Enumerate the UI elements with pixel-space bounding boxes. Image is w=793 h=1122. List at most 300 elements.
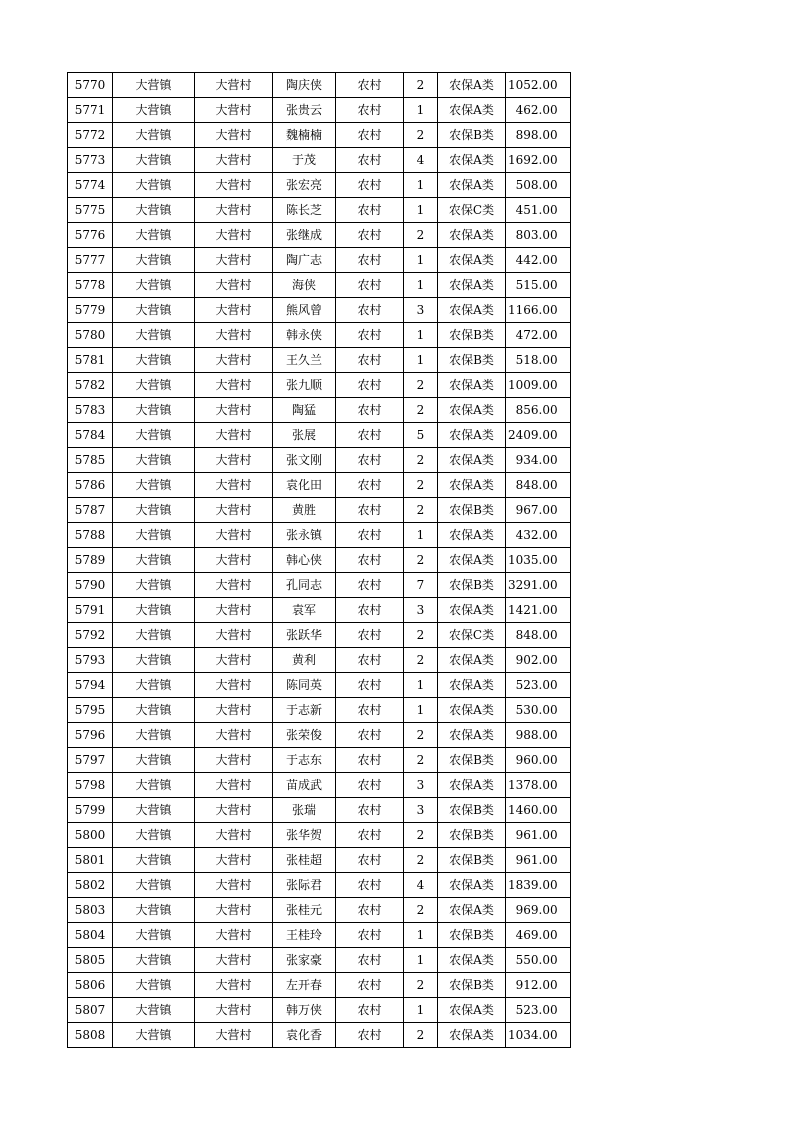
cell-row-id: 5803	[68, 898, 113, 923]
cell-amount: 961.00	[506, 823, 571, 848]
cell-insurance-class: 农保B类	[438, 323, 506, 348]
table-row	[68, 548, 571, 573]
cell-town: 大营镇	[113, 623, 195, 648]
cell-village: 大营村	[195, 873, 273, 898]
cell-row-id: 5788	[68, 523, 113, 548]
cell-insurance-class: 农保B类	[438, 348, 506, 373]
cell-row-id: 5800	[68, 823, 113, 848]
cell-household-count: 1	[404, 323, 438, 348]
cell-town: 大营镇	[113, 73, 195, 98]
cell-town: 大营镇	[113, 848, 195, 873]
cell-row-id: 5792	[68, 623, 113, 648]
table-row	[68, 898, 571, 923]
cell-town: 大营镇	[113, 948, 195, 973]
cell-amount: 530.00	[506, 698, 571, 723]
cell-area-type: 农村	[336, 498, 404, 523]
cell-area-type: 农村	[336, 723, 404, 748]
cell-amount: 515.00	[506, 273, 571, 298]
cell-town: 大营镇	[113, 223, 195, 248]
cell-town: 大营镇	[113, 523, 195, 548]
table-row	[68, 648, 571, 673]
table-row	[68, 448, 571, 473]
cell-name: 苗成武	[273, 773, 336, 798]
cell-area-type: 农村	[336, 598, 404, 623]
cell-insurance-class: 农保A类	[438, 273, 506, 298]
cell-village: 大营村	[195, 848, 273, 873]
cell-town: 大营镇	[113, 173, 195, 198]
cell-insurance-class: 农保A类	[438, 248, 506, 273]
cell-name: 袁军	[273, 598, 336, 623]
cell-insurance-class: 农保B类	[438, 848, 506, 873]
cell-household-count: 2	[404, 448, 438, 473]
cell-town: 大营镇	[113, 823, 195, 848]
cell-insurance-class: 农保A类	[438, 98, 506, 123]
cell-area-type: 农村	[336, 398, 404, 423]
table-row	[68, 948, 571, 973]
cell-row-id: 5806	[68, 973, 113, 998]
cell-village: 大营村	[195, 923, 273, 948]
cell-row-id: 5783	[68, 398, 113, 423]
cell-area-type: 农村	[336, 973, 404, 998]
cell-insurance-class: 农保A类	[438, 648, 506, 673]
cell-amount: 1421.00	[506, 598, 571, 623]
cell-row-id: 5794	[68, 673, 113, 698]
cell-amount: 462.00	[506, 98, 571, 123]
cell-row-id: 5797	[68, 748, 113, 773]
cell-town: 大营镇	[113, 973, 195, 998]
cell-household-count: 2	[404, 223, 438, 248]
cell-household-count: 1	[404, 998, 438, 1023]
cell-insurance-class: 农保A类	[438, 148, 506, 173]
cell-amount: 902.00	[506, 648, 571, 673]
cell-amount: 1034.00	[506, 1023, 571, 1048]
cell-household-count: 2	[404, 748, 438, 773]
cell-insurance-class: 农保A类	[438, 948, 506, 973]
cell-area-type: 农村	[336, 148, 404, 173]
cell-row-id: 5782	[68, 373, 113, 398]
cell-town: 大营镇	[113, 1023, 195, 1048]
cell-insurance-class: 农保A类	[438, 373, 506, 398]
cell-row-id: 5777	[68, 248, 113, 273]
cell-row-id: 5790	[68, 573, 113, 598]
cell-town: 大营镇	[113, 448, 195, 473]
cell-row-id: 5778	[68, 273, 113, 298]
cell-village: 大营村	[195, 173, 273, 198]
cell-area-type: 农村	[336, 1023, 404, 1048]
cell-name: 张宏亮	[273, 173, 336, 198]
cell-amount: 848.00	[506, 623, 571, 648]
cell-area-type: 农村	[336, 623, 404, 648]
cell-village: 大营村	[195, 148, 273, 173]
cell-town: 大营镇	[113, 923, 195, 948]
cell-insurance-class: 农保C类	[438, 623, 506, 648]
cell-area-type: 农村	[336, 198, 404, 223]
table-row	[68, 423, 571, 448]
cell-area-type: 农村	[336, 673, 404, 698]
cell-insurance-class: 农保A类	[438, 298, 506, 323]
cell-name: 王久兰	[273, 348, 336, 373]
cell-amount: 432.00	[506, 523, 571, 548]
cell-area-type: 农村	[336, 348, 404, 373]
cell-amount: 451.00	[506, 198, 571, 223]
cell-household-count: 3	[404, 798, 438, 823]
cell-amount: 523.00	[506, 673, 571, 698]
cell-amount: 442.00	[506, 248, 571, 273]
cell-name: 海侠	[273, 273, 336, 298]
table-row	[68, 598, 571, 623]
table-row	[68, 73, 571, 98]
cell-town: 大营镇	[113, 673, 195, 698]
cell-area-type: 农村	[336, 323, 404, 348]
cell-name: 张跃华	[273, 623, 336, 648]
cell-row-id: 5774	[68, 173, 113, 198]
cell-village: 大营村	[195, 648, 273, 673]
cell-name: 黄胜	[273, 498, 336, 523]
cell-household-count: 1	[404, 248, 438, 273]
cell-name: 张际君	[273, 873, 336, 898]
cell-area-type: 农村	[336, 423, 404, 448]
cell-area-type: 农村	[336, 173, 404, 198]
cell-village: 大营村	[195, 273, 273, 298]
cell-town: 大营镇	[113, 573, 195, 598]
cell-insurance-class: 农保B类	[438, 498, 506, 523]
cell-town: 大营镇	[113, 873, 195, 898]
cell-village: 大营村	[195, 223, 273, 248]
cell-name: 韩万侠	[273, 998, 336, 1023]
cell-name: 张桂元	[273, 898, 336, 923]
cell-town: 大营镇	[113, 98, 195, 123]
cell-village: 大营村	[195, 198, 273, 223]
cell-village: 大营村	[195, 573, 273, 598]
cell-name: 张华贺	[273, 823, 336, 848]
table-row	[68, 823, 571, 848]
data-table	[67, 72, 571, 1048]
cell-area-type: 农村	[336, 873, 404, 898]
table-row	[68, 748, 571, 773]
cell-insurance-class: 农保A类	[438, 998, 506, 1023]
cell-village: 大营村	[195, 323, 273, 348]
cell-amount: 1009.00	[506, 373, 571, 398]
cell-town: 大营镇	[113, 248, 195, 273]
cell-row-id: 5787	[68, 498, 113, 523]
cell-village: 大营村	[195, 773, 273, 798]
table-row	[68, 973, 571, 998]
cell-area-type: 农村	[336, 573, 404, 598]
cell-area-type: 农村	[336, 998, 404, 1023]
cell-household-count: 2	[404, 373, 438, 398]
table-row	[68, 223, 571, 248]
cell-household-count: 2	[404, 973, 438, 998]
cell-name: 于志新	[273, 698, 336, 723]
cell-town: 大营镇	[113, 298, 195, 323]
cell-village: 大营村	[195, 473, 273, 498]
cell-town: 大营镇	[113, 423, 195, 448]
table-row	[68, 873, 571, 898]
cell-household-count: 2	[404, 473, 438, 498]
cell-insurance-class: 农保A类	[438, 1023, 506, 1048]
cell-row-id: 5804	[68, 923, 113, 948]
table-row	[68, 623, 571, 648]
cell-name: 张桂超	[273, 848, 336, 873]
table-row	[68, 123, 571, 148]
cell-name: 张继成	[273, 223, 336, 248]
cell-name: 于志东	[273, 748, 336, 773]
cell-village: 大营村	[195, 798, 273, 823]
cell-amount: 848.00	[506, 473, 571, 498]
cell-household-count: 1	[404, 173, 438, 198]
table-row	[68, 498, 571, 523]
table-row	[68, 723, 571, 748]
cell-area-type: 农村	[336, 448, 404, 473]
cell-insurance-class: 农保A类	[438, 223, 506, 248]
cell-row-id: 5798	[68, 773, 113, 798]
cell-area-type: 农村	[336, 848, 404, 873]
cell-amount: 988.00	[506, 723, 571, 748]
cell-village: 大营村	[195, 248, 273, 273]
cell-row-id: 5771	[68, 98, 113, 123]
cell-row-id: 5770	[68, 73, 113, 98]
cell-village: 大营村	[195, 73, 273, 98]
cell-name: 韩心侠	[273, 548, 336, 573]
cell-name: 熊风曾	[273, 298, 336, 323]
table-row	[68, 273, 571, 298]
table-row	[68, 998, 571, 1023]
cell-name: 张家豪	[273, 948, 336, 973]
cell-amount: 934.00	[506, 448, 571, 473]
cell-village: 大营村	[195, 898, 273, 923]
cell-amount: 523.00	[506, 998, 571, 1023]
cell-amount: 3291.00	[506, 573, 571, 598]
cell-area-type: 农村	[336, 223, 404, 248]
cell-household-count: 1	[404, 523, 438, 548]
cell-village: 大营村	[195, 423, 273, 448]
cell-insurance-class: 农保B类	[438, 123, 506, 148]
cell-town: 大营镇	[113, 723, 195, 748]
cell-insurance-class: 农保A类	[438, 423, 506, 448]
cell-name: 张九顺	[273, 373, 336, 398]
cell-village: 大营村	[195, 398, 273, 423]
cell-household-count: 1	[404, 348, 438, 373]
cell-household-count: 2	[404, 623, 438, 648]
table-row	[68, 248, 571, 273]
cell-name: 魏楠楠	[273, 123, 336, 148]
table-row	[68, 1023, 571, 1048]
table-body	[68, 73, 571, 1048]
cell-name: 张文刚	[273, 448, 336, 473]
cell-household-count: 1	[404, 273, 438, 298]
cell-household-count: 3	[404, 773, 438, 798]
cell-amount: 1460.00	[506, 798, 571, 823]
cell-village: 大营村	[195, 698, 273, 723]
cell-amount: 1035.00	[506, 548, 571, 573]
cell-amount: 898.00	[506, 123, 571, 148]
cell-area-type: 农村	[336, 648, 404, 673]
cell-village: 大营村	[195, 823, 273, 848]
table-row	[68, 523, 571, 548]
cell-town: 大营镇	[113, 148, 195, 173]
cell-area-type: 农村	[336, 698, 404, 723]
cell-amount: 508.00	[506, 173, 571, 198]
cell-row-id: 5772	[68, 123, 113, 148]
cell-insurance-class: 农保A类	[438, 598, 506, 623]
cell-amount: 960.00	[506, 748, 571, 773]
cell-town: 大营镇	[113, 898, 195, 923]
cell-village: 大营村	[195, 498, 273, 523]
cell-household-count: 2	[404, 548, 438, 573]
cell-name: 袁化田	[273, 473, 336, 498]
table-row	[68, 373, 571, 398]
cell-row-id: 5776	[68, 223, 113, 248]
cell-area-type: 农村	[336, 73, 404, 98]
cell-village: 大营村	[195, 298, 273, 323]
cell-area-type: 农村	[336, 298, 404, 323]
cell-amount: 472.00	[506, 323, 571, 348]
cell-row-id: 5795	[68, 698, 113, 723]
table-row	[68, 573, 571, 598]
cell-amount: 803.00	[506, 223, 571, 248]
cell-name: 王桂玲	[273, 923, 336, 948]
table-row	[68, 98, 571, 123]
cell-row-id: 5796	[68, 723, 113, 748]
cell-insurance-class: 农保B类	[438, 823, 506, 848]
cell-name: 陶庆侠	[273, 73, 336, 98]
cell-area-type: 农村	[336, 248, 404, 273]
cell-row-id: 5805	[68, 948, 113, 973]
cell-area-type: 农村	[336, 523, 404, 548]
table-row	[68, 398, 571, 423]
cell-name: 孔同志	[273, 573, 336, 598]
cell-village: 大营村	[195, 373, 273, 398]
cell-area-type: 农村	[336, 123, 404, 148]
table-row	[68, 348, 571, 373]
cell-household-count: 4	[404, 873, 438, 898]
cell-insurance-class: 农保A类	[438, 398, 506, 423]
cell-household-count: 2	[404, 823, 438, 848]
cell-household-count: 2	[404, 73, 438, 98]
cell-village: 大营村	[195, 623, 273, 648]
table-row	[68, 173, 571, 198]
cell-amount: 518.00	[506, 348, 571, 373]
cell-area-type: 农村	[336, 273, 404, 298]
cell-insurance-class: 农保B类	[438, 573, 506, 598]
cell-name: 陶广志	[273, 248, 336, 273]
cell-household-count: 1	[404, 673, 438, 698]
cell-household-count: 1	[404, 198, 438, 223]
cell-amount: 961.00	[506, 848, 571, 873]
cell-household-count: 5	[404, 423, 438, 448]
cell-village: 大营村	[195, 123, 273, 148]
cell-household-count: 3	[404, 598, 438, 623]
cell-household-count: 2	[404, 123, 438, 148]
cell-amount: 1052.00	[506, 73, 571, 98]
cell-household-count: 7	[404, 573, 438, 598]
cell-insurance-class: 农保B类	[438, 923, 506, 948]
cell-village: 大营村	[195, 673, 273, 698]
cell-town: 大营镇	[113, 348, 195, 373]
cell-village: 大营村	[195, 723, 273, 748]
cell-village: 大营村	[195, 598, 273, 623]
cell-row-id: 5799	[68, 798, 113, 823]
cell-village: 大营村	[195, 998, 273, 1023]
cell-household-count: 1	[404, 698, 438, 723]
cell-insurance-class: 农保A类	[438, 698, 506, 723]
cell-household-count: 3	[404, 298, 438, 323]
cell-village: 大营村	[195, 523, 273, 548]
cell-name: 陶猛	[273, 398, 336, 423]
cell-insurance-class: 农保A类	[438, 873, 506, 898]
table-row	[68, 848, 571, 873]
cell-insurance-class: 农保B类	[438, 798, 506, 823]
cell-name: 张展	[273, 423, 336, 448]
cell-row-id: 5793	[68, 648, 113, 673]
table-row	[68, 698, 571, 723]
cell-area-type: 农村	[336, 798, 404, 823]
cell-area-type: 农村	[336, 98, 404, 123]
cell-amount: 969.00	[506, 898, 571, 923]
cell-name: 左开春	[273, 973, 336, 998]
cell-name: 张贵云	[273, 98, 336, 123]
cell-town: 大营镇	[113, 198, 195, 223]
cell-insurance-class: 农保C类	[438, 198, 506, 223]
cell-village: 大营村	[195, 748, 273, 773]
cell-name: 黄利	[273, 648, 336, 673]
cell-town: 大营镇	[113, 998, 195, 1023]
table-row	[68, 773, 571, 798]
cell-household-count: 2	[404, 723, 438, 748]
cell-household-count: 1	[404, 923, 438, 948]
cell-household-count: 2	[404, 498, 438, 523]
cell-row-id: 5780	[68, 323, 113, 348]
cell-amount: 2409.00	[506, 423, 571, 448]
cell-insurance-class: 农保A类	[438, 673, 506, 698]
cell-household-count: 2	[404, 848, 438, 873]
cell-row-id: 5775	[68, 198, 113, 223]
cell-row-id: 5802	[68, 873, 113, 898]
cell-row-id: 5784	[68, 423, 113, 448]
cell-row-id: 5808	[68, 1023, 113, 1048]
cell-village: 大营村	[195, 348, 273, 373]
table-row	[68, 673, 571, 698]
cell-amount: 912.00	[506, 973, 571, 998]
cell-insurance-class: 农保B类	[438, 748, 506, 773]
cell-area-type: 农村	[336, 898, 404, 923]
cell-amount: 550.00	[506, 948, 571, 973]
cell-household-count: 2	[404, 648, 438, 673]
cell-town: 大营镇	[113, 473, 195, 498]
cell-name: 于茂	[273, 148, 336, 173]
cell-town: 大营镇	[113, 323, 195, 348]
cell-amount: 967.00	[506, 498, 571, 523]
cell-amount: 1378.00	[506, 773, 571, 798]
cell-insurance-class: 农保B类	[438, 973, 506, 998]
table-row	[68, 198, 571, 223]
cell-town: 大营镇	[113, 373, 195, 398]
cell-town: 大营镇	[113, 123, 195, 148]
cell-town: 大营镇	[113, 648, 195, 673]
cell-insurance-class: 农保A类	[438, 173, 506, 198]
cell-amount: 469.00	[506, 923, 571, 948]
cell-amount: 856.00	[506, 398, 571, 423]
cell-village: 大营村	[195, 98, 273, 123]
cell-village: 大营村	[195, 548, 273, 573]
cell-village: 大营村	[195, 1023, 273, 1048]
cell-row-id: 5785	[68, 448, 113, 473]
cell-name: 袁化香	[273, 1023, 336, 1048]
cell-household-count: 2	[404, 898, 438, 923]
cell-household-count: 2	[404, 398, 438, 423]
cell-area-type: 农村	[336, 948, 404, 973]
cell-row-id: 5801	[68, 848, 113, 873]
